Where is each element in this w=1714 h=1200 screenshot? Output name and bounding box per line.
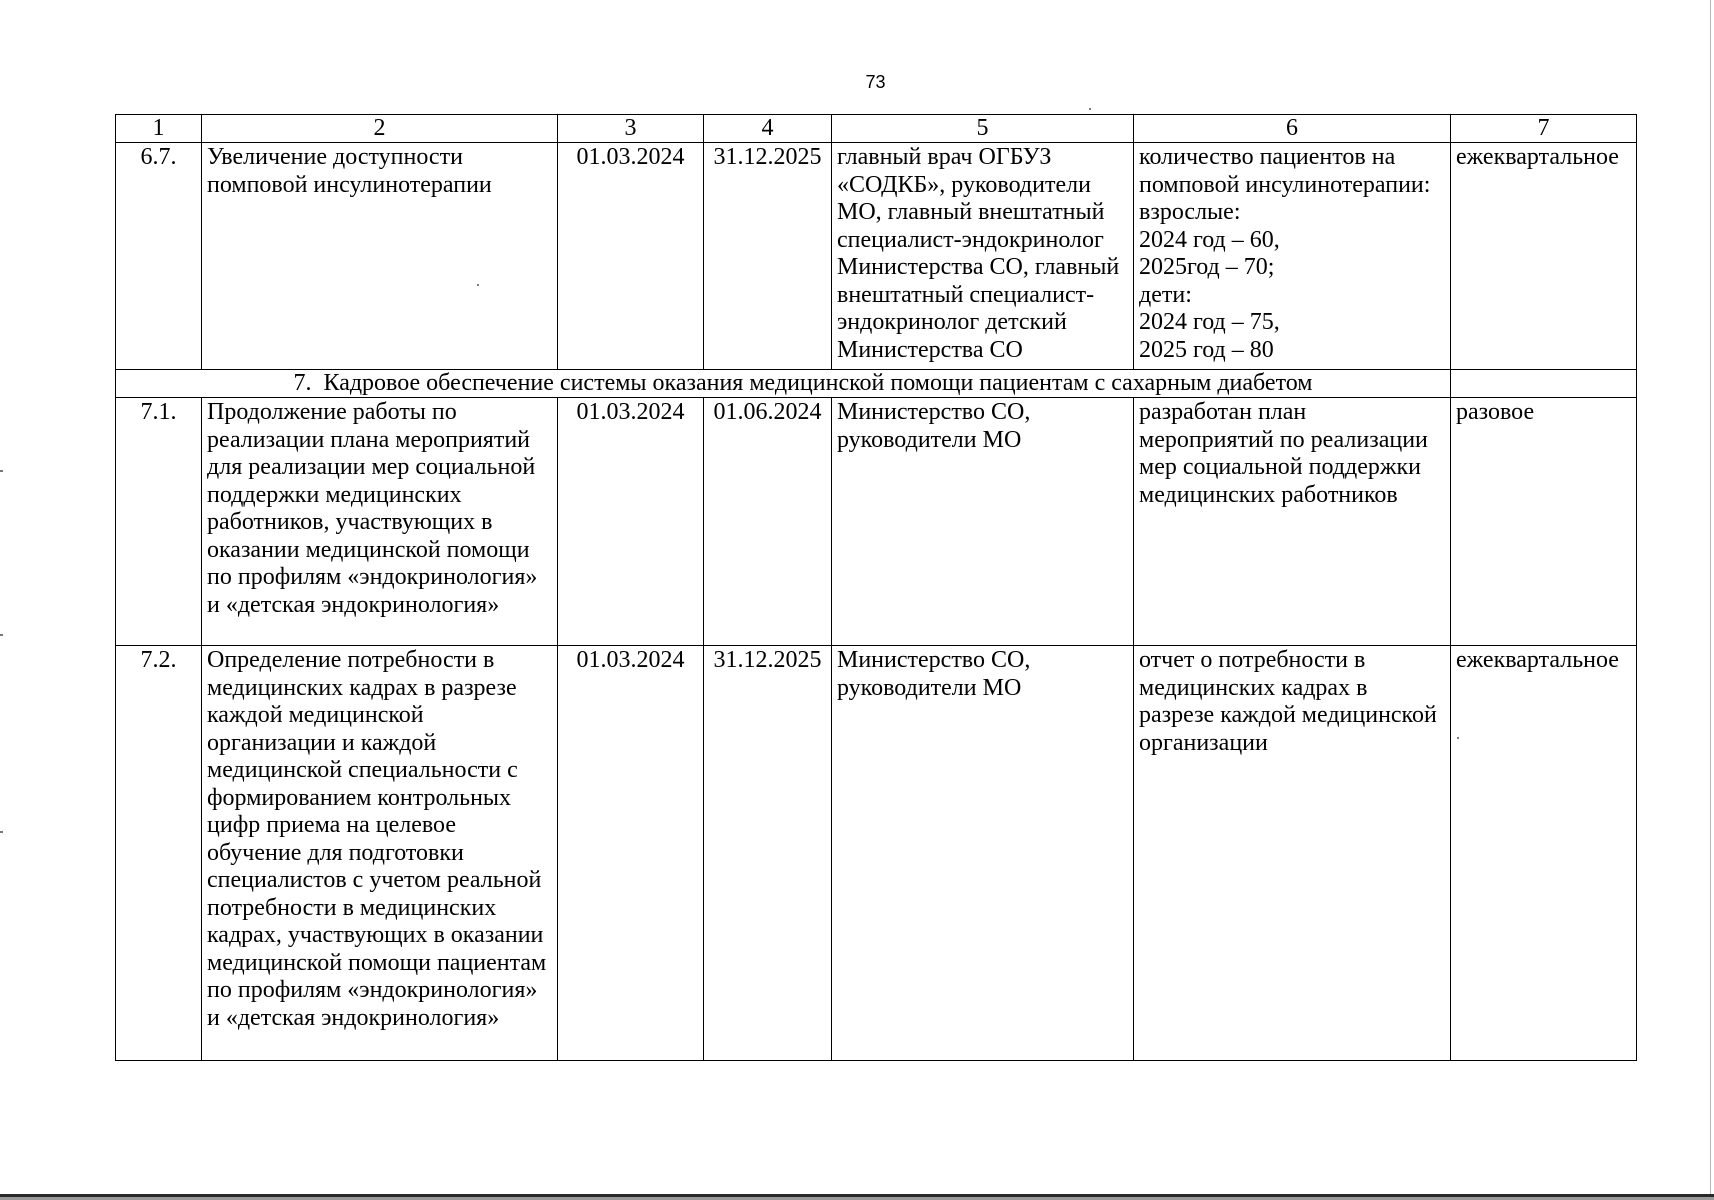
item-number: 7.1. (116, 398, 202, 646)
table-header-cell: 4 (704, 115, 832, 143)
activity-description: Продолжение работы по реализации плана мероприятий для реализации мер социальной поддержки медицинских работников, участвующих в оказании медицинской помощи по профилям «эндокринология» и «детская эндокринология» (202, 398, 558, 646)
responsible-executors: Министерство СО, руководители МО (832, 646, 1134, 1061)
table-row (116, 398, 1637, 646)
start-date: 01.03.2024 (558, 398, 704, 646)
reporting-frequency: разовое (1451, 398, 1637, 646)
table-row (116, 143, 1637, 370)
responsible-executors: главный врач ОГБУЗ «СОДКБ», руководители МО, главный внештатный специалист-эндокринолог Министерства СО, главный внештатный специалист- эндокринолог детский Министерства СО (832, 143, 1134, 370)
scan-speck (1457, 737, 1459, 739)
table-header-row (116, 115, 1637, 143)
start-date: 01.03.2024 (558, 143, 704, 370)
table-header-cell: 3 (558, 115, 704, 143)
start-date: 01.03.2024 (558, 646, 704, 1061)
page-number: 73 (865, 72, 886, 92)
table-header-cell: 1 (116, 115, 202, 143)
item-number: 6.7. (116, 143, 202, 370)
section-heading-row (116, 370, 1637, 398)
reporting-frequency: ежеквартальное (1451, 646, 1637, 1061)
scan-edge-mark (0, 634, 3, 636)
responsible-executors: Министерство СО, руководители МО (832, 398, 1134, 646)
expected-result: количество пациентов на помповой инсулинотерапии: взрослые: 2024 год – 60, 2025год – 70; дети: 2024 год – 75, 2025 год – 80 (1134, 143, 1451, 370)
end-date: 31.12.2025 (704, 646, 832, 1061)
scan-edge-right (1710, 0, 1711, 1200)
scan-speck (477, 284, 479, 286)
item-number: 7.2. (116, 646, 202, 1061)
empty-cell (1451, 370, 1637, 398)
table-header-cell: 7 (1451, 115, 1637, 143)
reporting-frequency: ежеквартальное (1451, 143, 1637, 370)
scan-edge-mark (0, 470, 3, 472)
scan-speck (1089, 108, 1091, 110)
end-date: 01.06.2024 (704, 398, 832, 646)
activity-description: Увеличение доступности помповой инсулинотерапии (202, 143, 558, 370)
expected-result: разработан план мероприятий по реализации мер социальной поддержки медицинских работников (1134, 398, 1451, 646)
table-header-cell: 5 (832, 115, 1134, 143)
table-header-cell: 6 (1134, 115, 1451, 143)
table-header-cell: 2 (202, 115, 558, 143)
table-row (116, 646, 1637, 1061)
scan-edge-mark (0, 831, 3, 833)
activity-description: Определение потребности в медицинских кадрах в разрезе каждой медицинской организации и каждой медицинской специальности с формированием контрольных цифр приема на целевое обучение для подготовки специалистов с учетом реальной потребности в медицинских кадрах, участвующих в оказании медицинской помощи пациентам по профилям «эндокринология» и «детская эндокринология» (202, 646, 558, 1061)
plan-table (115, 114, 1637, 1061)
expected-result: отчет о потребности в медицинских кадрах в разрезе каждой медицинской организации (1134, 646, 1451, 1061)
section-heading: 7. Кадровое обеспечение системы оказания медицинской помощи пациентам с сахарным диабетом (116, 370, 1451, 398)
end-date: 31.12.2025 (704, 143, 832, 370)
